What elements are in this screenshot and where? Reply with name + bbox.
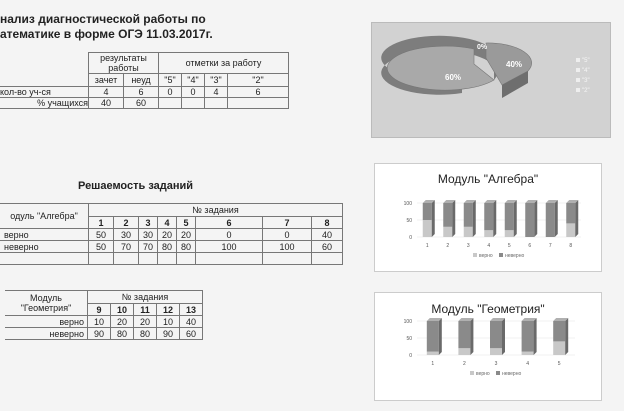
bar-incorrect <box>427 321 439 352</box>
group-results-header: результаты работы <box>89 53 159 74</box>
x-tick-label: 3 <box>466 243 470 249</box>
table-cell: 90 <box>157 328 180 340</box>
table-cell: 40 <box>89 98 124 109</box>
geometry-chart-panel <box>374 292 602 401</box>
row-label: верно <box>5 316 88 328</box>
bar-incorrect <box>443 203 452 227</box>
table-cell: 20 <box>158 229 177 241</box>
table-cell: 20 <box>177 229 196 241</box>
bar-side <box>534 200 537 237</box>
title-line-2: атематике в форме ОГЭ 11.03.2017г. <box>0 27 213 41</box>
col-header: неуд <box>124 74 159 87</box>
task-number: 2 <box>114 217 139 229</box>
table-cell: 30 <box>139 229 158 241</box>
algebra-chart-title: Модуль "Алгебра" <box>437 172 539 186</box>
table-cell <box>182 98 205 109</box>
bar-incorrect <box>553 321 565 341</box>
legend-2: "2" <box>582 88 590 94</box>
task-number: 7 <box>263 217 312 229</box>
task-number: 5 <box>177 217 196 229</box>
pie-chart <box>372 23 610 137</box>
bar-side <box>473 200 476 237</box>
table-cell: 60 <box>180 328 203 340</box>
task-number: 8 <box>312 217 343 229</box>
table-cell: 20 <box>111 316 134 328</box>
legend-swatch <box>473 253 477 257</box>
geometry-chart <box>375 293 601 400</box>
legend-5: "5" <box>582 58 590 64</box>
x-tick-label: 3 <box>494 361 498 367</box>
table-cell: 100 <box>196 241 263 253</box>
col-header: "4" <box>182 74 205 87</box>
col-header: "2" <box>228 74 289 87</box>
report-title <box>0 12 213 42</box>
task-number: 6 <box>196 217 263 229</box>
bar-side <box>514 200 517 237</box>
bar-incorrect <box>423 203 432 220</box>
x-tick-label: 6 <box>528 243 532 249</box>
x-tick-label: 4 <box>526 361 529 367</box>
bar-correct <box>458 348 470 355</box>
table-cell <box>159 98 182 109</box>
table-cell: 6 <box>124 87 159 98</box>
table-cell: 0 <box>263 229 312 241</box>
bar-incorrect <box>490 321 502 348</box>
table-cell: 80 <box>177 241 196 253</box>
table-cell: 10 <box>88 316 111 328</box>
bar-correct <box>464 227 473 237</box>
bar-side <box>439 318 442 355</box>
row-label: кол-во уч-ся <box>0 87 89 98</box>
table-cell: 0 <box>159 87 182 98</box>
task-number: 4 <box>158 217 177 229</box>
y-tick-label: 100 <box>403 201 412 207</box>
table-cell: 100 <box>263 241 312 253</box>
table-cell: 50 <box>89 229 114 241</box>
bar-incorrect <box>484 203 493 230</box>
bar-correct <box>484 230 493 237</box>
col-header: "3" <box>205 74 228 87</box>
legend-label: верно <box>479 253 493 259</box>
bar-correct <box>427 352 439 355</box>
empty-cell <box>196 253 263 265</box>
bar-correct <box>553 341 565 355</box>
geometry-chart-title: Модуль "Геометрия" <box>431 302 545 316</box>
bar-side <box>470 318 473 355</box>
empty-cell <box>89 253 114 265</box>
bar-side <box>565 318 568 355</box>
table-cell: 40 <box>312 229 343 241</box>
bar-correct <box>443 227 452 237</box>
y-tick-label: 0 <box>409 235 412 241</box>
table-cell: 0 <box>182 87 205 98</box>
table-cell: 80 <box>134 328 157 340</box>
results-table <box>0 52 289 109</box>
bar-side <box>534 318 537 355</box>
legend-swatch <box>496 371 500 375</box>
task-number: 13 <box>180 304 203 316</box>
empty-cell <box>158 253 177 265</box>
bar-incorrect <box>525 203 534 237</box>
algebra-task-header: № задания <box>89 204 343 217</box>
algebra-module-label: одуль "Алгебра" <box>0 204 89 229</box>
x-tick-label: 5 <box>507 243 511 249</box>
legend-label: неверно <box>505 253 525 259</box>
pie-label-60: 60% <box>445 73 462 82</box>
algebra-table <box>0 203 343 265</box>
x-tick-label: 1 <box>425 243 429 249</box>
bar-correct <box>522 352 534 355</box>
x-tick-label: 2 <box>463 361 466 367</box>
geometry-task-header: № задания <box>88 291 203 304</box>
table-cell: 50 <box>89 241 114 253</box>
table-cell: 4 <box>89 87 124 98</box>
legend-swatch <box>499 253 503 257</box>
y-tick-label: 50 <box>406 218 412 224</box>
bar-side <box>502 318 505 355</box>
bar-side <box>575 200 578 237</box>
pie-label-40: 40% <box>506 60 523 69</box>
bar-incorrect <box>505 203 514 230</box>
x-tick-label: 5 <box>557 361 561 367</box>
bar-correct <box>490 348 502 355</box>
table-cell: 70 <box>139 241 158 253</box>
col-header: "5" <box>159 74 182 87</box>
table-cell <box>228 98 289 109</box>
x-tick-label: 2 <box>446 243 450 249</box>
group-marks-header: отметки за работу <box>159 53 289 74</box>
empty-cell <box>114 253 139 265</box>
legend-swatch <box>470 371 474 375</box>
x-tick-label: 1 <box>431 361 435 367</box>
table-cell: 70 <box>114 241 139 253</box>
table-cell: 6 <box>228 87 289 98</box>
x-tick-label: 8 <box>569 243 573 249</box>
task-number: 11 <box>134 304 157 316</box>
table-cell: 60 <box>312 241 343 253</box>
table-cell: 60 <box>124 98 159 109</box>
table-cell: 30 <box>114 229 139 241</box>
bar-correct <box>566 223 575 237</box>
task-number: 1 <box>89 217 114 229</box>
table-cell: 20 <box>134 316 157 328</box>
y-tick-label: 50 <box>406 336 412 342</box>
x-tick-label: 4 <box>487 243 491 249</box>
row-label: верно <box>0 229 89 241</box>
geometry-module-label: Модуль "Геометрия" <box>5 291 88 316</box>
pie-chart-panel <box>371 22 611 138</box>
table-cell <box>205 98 228 109</box>
solvability-title: Решаемость заданий <box>78 180 194 192</box>
x-tick-label: 7 <box>548 243 552 249</box>
bar-incorrect <box>546 203 555 237</box>
bar-side <box>432 200 435 237</box>
y-tick-label: 0 <box>409 353 412 359</box>
title-line-1: нализ диагностической работы по <box>0 12 206 26</box>
table-cell: 4 <box>205 87 228 98</box>
bar-side <box>452 200 455 237</box>
bar-correct <box>423 220 432 237</box>
table-cell: 80 <box>111 328 134 340</box>
table-cell: 90 <box>88 328 111 340</box>
empty-cell <box>312 253 343 265</box>
bar-side <box>555 200 558 237</box>
empty-cell <box>263 253 312 265</box>
table-cell: 10 <box>157 316 180 328</box>
bar-side <box>493 200 496 237</box>
legend-3: "3" <box>582 78 590 84</box>
bar-incorrect <box>522 321 534 352</box>
empty-cell <box>177 253 196 265</box>
legend-label: верно <box>476 371 490 377</box>
table-cell: 0 <box>196 229 263 241</box>
algebra-chart-panel <box>374 163 602 272</box>
legend-4: "4" <box>582 68 590 74</box>
bar-incorrect <box>458 321 470 348</box>
empty-cell <box>139 253 158 265</box>
table-cell: 80 <box>158 241 177 253</box>
task-number: 12 <box>157 304 180 316</box>
algebra-chart <box>375 164 601 271</box>
bar-incorrect <box>566 203 575 223</box>
bar-incorrect <box>464 203 473 227</box>
bar-correct <box>505 230 514 237</box>
task-number: 10 <box>111 304 134 316</box>
task-number: 9 <box>88 304 111 316</box>
row-label: % учащихся <box>0 98 89 109</box>
row-label: неверно <box>0 241 89 253</box>
table-cell: 40 <box>180 316 203 328</box>
legend-label: неверно <box>502 371 522 377</box>
geometry-table <box>5 290 203 340</box>
col-header: зачет <box>89 74 124 87</box>
task-number: 3 <box>139 217 158 229</box>
pie-label-0: 0% <box>477 44 488 51</box>
y-tick-label: 100 <box>403 319 412 325</box>
row-label: неверно <box>5 328 88 340</box>
